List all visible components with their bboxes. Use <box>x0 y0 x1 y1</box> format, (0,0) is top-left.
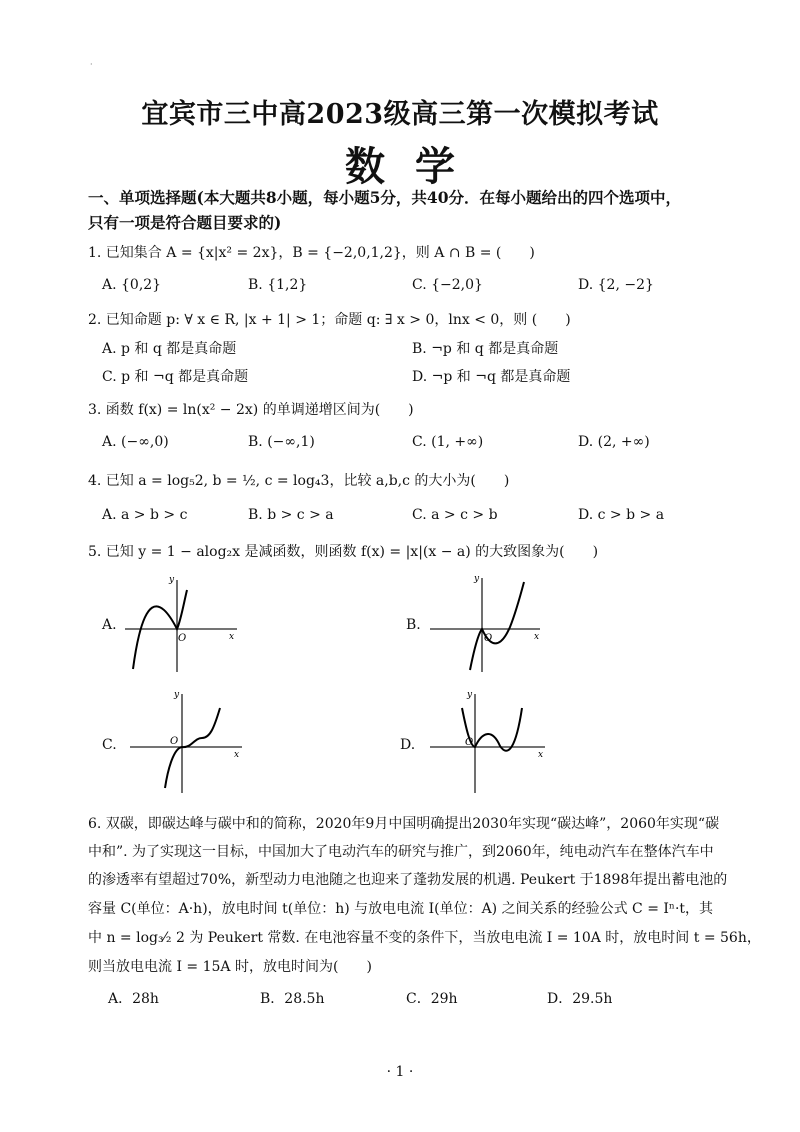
q6-option-a: A．28h <box>108 991 159 1007</box>
q4-option-c: C. a > c > b <box>412 507 498 523</box>
section-heading-line1: 一、单项选择题(本大题共8小题，每小题5分，共40分．在每小题给出的四个选项中， <box>88 188 681 207</box>
graph-a-origin: O <box>178 633 187 644</box>
q1-option-c: C. {−2,0} <box>412 277 483 293</box>
graph-b-label: B. <box>406 617 421 633</box>
graph-c-label: C. <box>102 737 117 753</box>
graph-c-curve <box>165 708 220 788</box>
question-1-stem: 1. 已知集合 A = {x|x² = 2x}，B = {−2,0,1,2}，则 A ∩ B = ( ) <box>88 245 535 261</box>
q3-option-b: B. (−∞,1) <box>248 434 315 450</box>
graph-b-y-label: y <box>474 574 480 584</box>
graph-c-x-label: x <box>234 750 240 760</box>
graph-a-label: A. <box>102 617 117 633</box>
graph-c <box>130 688 245 793</box>
question-6-line1: 6. 双碳，即碳达峰与碳中和的简称，2020年9月中国明确提出2030年实现“碳达峰”，2060年实现“碳 <box>88 816 720 832</box>
q3-option-c: C. (1, +∞) <box>412 434 484 450</box>
graph-b-curve <box>470 582 524 670</box>
q1-option-a: A. {0,2} <box>102 277 162 293</box>
q2-option-a: A. p 和 q 都是真命题 <box>102 341 237 357</box>
question-6-line6: 则当放电电流 I = 15A 时，放电时间为( ) <box>88 959 372 975</box>
graph-c-y-label: y <box>174 690 180 700</box>
q1-option-b: B. {1,2} <box>248 277 308 293</box>
q3-option-d: D. (2, +∞) <box>578 434 650 450</box>
q4-option-d: D. c > b > a <box>578 507 665 523</box>
question-4-stem: 4. 已知 a = log₅2, b = ½, c = log₄3，比较 a,b,c 的大小为( ) <box>88 473 510 489</box>
graph-b-origin: O <box>484 633 493 644</box>
section-heading-line2: 只有一项是符合题目要求的) <box>88 213 282 232</box>
q1-option-d: D. {2, −2} <box>578 277 654 293</box>
graph-c-origin: O <box>170 736 179 747</box>
graph-d-label: D. <box>400 737 416 753</box>
question-6-line5: 中 n = log₃⁄₂ 2 为 Peukert 常数. 在电池容量不变的条件下，当放电电流 I = 10A 时，放电时间 t = 56h， <box>88 930 761 946</box>
question-2-stem: 2. 已知命题 p: ∀ x ∈ R, |x + 1| > 1；命题 q: ∃ x > 0，lnx < 0，则 ( ) <box>88 312 571 328</box>
graph-a-x-label: x <box>229 632 235 642</box>
graph-b-x-label: x <box>534 632 540 642</box>
exam-title: 宜宾市三中高2023级高三第一次模拟考试 <box>141 99 659 130</box>
corner-mark: · <box>90 60 93 69</box>
graph-d-y-label: y <box>467 690 473 700</box>
question-3-stem: 3. 函数 f(x) = ln(x² − 2x) 的单调递增区间为( ) <box>88 402 414 418</box>
q6-option-c: C．29h <box>406 991 458 1007</box>
question-6-line4: 容量 C(单位：A·h)，放电时间 t(单位：h) 与放电电流 I(单位：A) 之间关系的经验公式 C = Iⁿ·t，其 <box>88 901 714 917</box>
q4-option-b: B. b > c > a <box>248 507 334 523</box>
subject-title: 数学 <box>345 143 485 190</box>
question-6-line3: 的渗透率有望超过70%，新型动力电池随之也迎来了蓬勃发展的机遇. Peukert 于1898年提出蓄电池的 <box>88 872 728 888</box>
graph-d-x-label: x <box>538 750 544 760</box>
q3-option-a: A. (−∞,0) <box>102 434 169 450</box>
q6-option-d: D．29.5h <box>547 991 613 1007</box>
graph-a-y-label: y <box>169 575 175 585</box>
q2-option-c: C. p 和 ¬q 都是真命题 <box>102 369 249 385</box>
graph-b <box>430 572 545 672</box>
graph-d-origin: O <box>465 737 474 748</box>
question-6-line2: 中和”. 为了实现这一目标，中国加大了电动汽车的研究与推广，到2060年，纯电动汽车在整体汽车中 <box>88 844 714 860</box>
q4-option-a: A. a > b > c <box>102 507 188 523</box>
q2-option-d: D. ¬p 和 ¬q 都是真命题 <box>412 369 571 385</box>
q6-option-b: B．28.5h <box>260 991 325 1007</box>
graph-d <box>430 688 550 793</box>
q2-option-b: B. ¬p 和 q 都是真命题 <box>412 341 559 357</box>
graph-a <box>125 572 240 672</box>
question-5-stem: 5. 已知 y = 1 − alog₂x 是减函数，则函数 f(x) = |x|(x − a) 的大致图象为( ) <box>88 544 599 560</box>
page-number: · 1 · <box>386 1064 414 1080</box>
